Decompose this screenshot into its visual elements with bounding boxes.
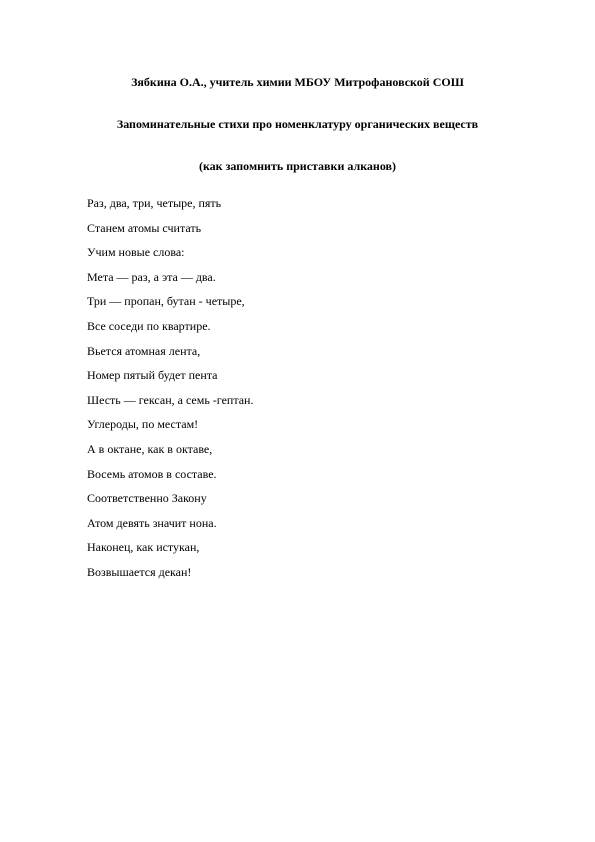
document-title: Запоминательные стихи про номенклатуру органических веществ [116, 117, 479, 131]
poem-line: Три — пропан, бутан - четыре, [87, 294, 245, 309]
poem-line: Учим новые слова: [87, 245, 185, 260]
poem-line: Наконец, как истукан, [87, 540, 200, 555]
document-subtitle: (как запомнить приставки алканов) [198, 159, 397, 173]
author-line: Зябкина О.А., учитель химии МБОУ Митрофановской СОШ [131, 75, 464, 89]
poem-line: Мета — раз, а эта — два. [87, 269, 216, 284]
poem-line: Атом девять значит нона. [87, 515, 217, 530]
poem-line: Восемь атомов в составе. [87, 466, 217, 481]
poem-line: А в октане, как в октаве, [87, 441, 213, 456]
poem-line: Станем атомы считать [87, 220, 202, 235]
poem-line: Раз, два, три, четыре, пять [87, 196, 222, 210]
poem-line: Углероды, по местам! [87, 417, 199, 432]
poem-line: Все соседи по квартире. [87, 318, 211, 333]
poem-line: Вьется атомная лента, [87, 343, 201, 358]
poem-line: Соответственно Закону [87, 491, 207, 506]
poem-line: Возвышается декан! [87, 564, 192, 579]
poem [87, 196, 253, 590]
poem-line: Шесть — гексан, а семь -гептан. [87, 392, 254, 407]
poem-line: Номер пятый будет пента [87, 368, 218, 383]
